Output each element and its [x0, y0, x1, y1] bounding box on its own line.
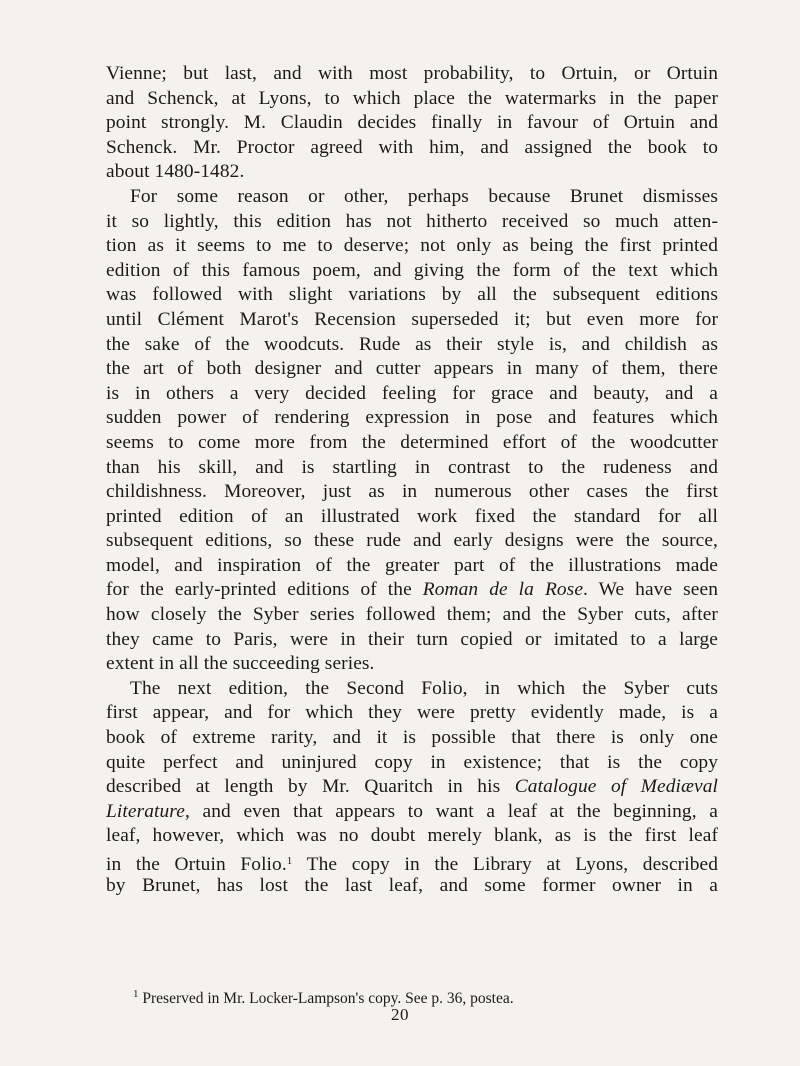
book-title-literature: Literature: [106, 800, 185, 822]
text-line: Vienne; but last, and with most probability, to Ortuin, or Ortuin: [106, 63, 718, 84]
text-line: model, and inspiration of the greater part of the illustrations made: [106, 554, 718, 576]
text-segment: in the Ortuin Folio.: [106, 854, 287, 875]
page-number: 20: [391, 1005, 409, 1024]
book-title-catalogue: Catalogue of Mediæval: [514, 776, 719, 798]
text-line: tion as it seems to me to deserve; not only as being the first printed: [106, 235, 718, 257]
footnote-reference: 1: [286, 855, 293, 867]
text-line: the sake of the woodcuts. Rude as their style is, and childish as: [106, 333, 718, 355]
text-segment: for the early-printed editions of the: [106, 579, 412, 601]
text-line: Schenck. Mr. Proctor agreed with him, and assigned the book to: [106, 136, 718, 158]
text-line: point strongly. M. Claudin decides finally in favour of Ortuin and: [106, 112, 718, 134]
text-segment: . We have seen: [583, 579, 719, 601]
text-segment: described at length by Mr. Quaritch in his: [106, 776, 501, 798]
text-line: edition of this famous poem, and giving the form of the text which: [106, 259, 718, 281]
text-line: extent in all the succeeding series.: [106, 653, 375, 675]
text-line: The next edition, the Second Folio, in which the Syber cuts: [130, 677, 718, 699]
text-line: sudden power of rendering expression in pose and features which: [106, 407, 718, 429]
book-title-roman-de-la-rose: Roman de la Rose: [422, 579, 584, 601]
text-line: seems to come more from the determined effort of the woodcutter: [106, 431, 718, 453]
text-line: than his skill, and is startling in contrast to the rudeness and: [106, 456, 718, 478]
text-line: printed edition of an illustrated work fixed the standard for all: [106, 505, 718, 527]
text-line: was followed with slight variations by all the subsequent editions: [106, 284, 718, 306]
text-segment: The copy in the Library at Lyons, described: [292, 854, 718, 875]
text-line: the art of both designer and cutter appears in many of them, there: [106, 358, 718, 380]
footnote-text: Preserved in Mr. Locker-Lampson's copy. See p. 36, postea.: [138, 990, 514, 1007]
text-line: leaf, however, which was no doubt merely blank, as is the first leaf: [106, 825, 718, 847]
footnote-marker: 1: [133, 988, 139, 1000]
text-line: by Brunet, has lost the last leaf, and some former owner in a: [106, 874, 718, 896]
text-line: [106, 578, 718, 603]
text-line: subsequent editions, so these rude and early designs were the source,: [106, 530, 718, 552]
text-line: they came to Paris, were in their turn copied or imitated to a large: [106, 628, 718, 650]
text-line: quite perfect and uninjured copy in existence; that is the copy: [106, 751, 718, 773]
page-body: [106, 62, 718, 898]
text-line: it so lightly, this edition has not hitherto received so much atten-: [106, 210, 718, 232]
text-line: childishness. Moreover, just as in numerous other cases the first: [106, 481, 718, 503]
text-line: how closely the Syber series followed them; and the Syber cuts, after: [106, 604, 718, 626]
text-line: and Schenck, at Lyons, to which place the watermarks in the paper: [106, 87, 718, 109]
text-line: until Clément Marot's Recension superseded it; but even more for: [106, 308, 718, 330]
text-line: [106, 849, 718, 874]
text-line: is in others a very decided feeling for grace and beauty, and a: [106, 382, 718, 404]
text-line: about 1480-1482.: [106, 161, 245, 183]
text-segment: , and even that appears to want a leaf at the beginning, a: [184, 800, 718, 822]
text-line: [106, 775, 718, 800]
text-line: book of extreme rarity, and it is possible that there is only one: [106, 727, 718, 749]
text-line: For some reason or other, perhaps because Brunet dismisses: [130, 185, 718, 207]
text-line: first appear, and for which they were pretty evidently made, is a: [106, 702, 718, 724]
text-line: [106, 800, 718, 825]
